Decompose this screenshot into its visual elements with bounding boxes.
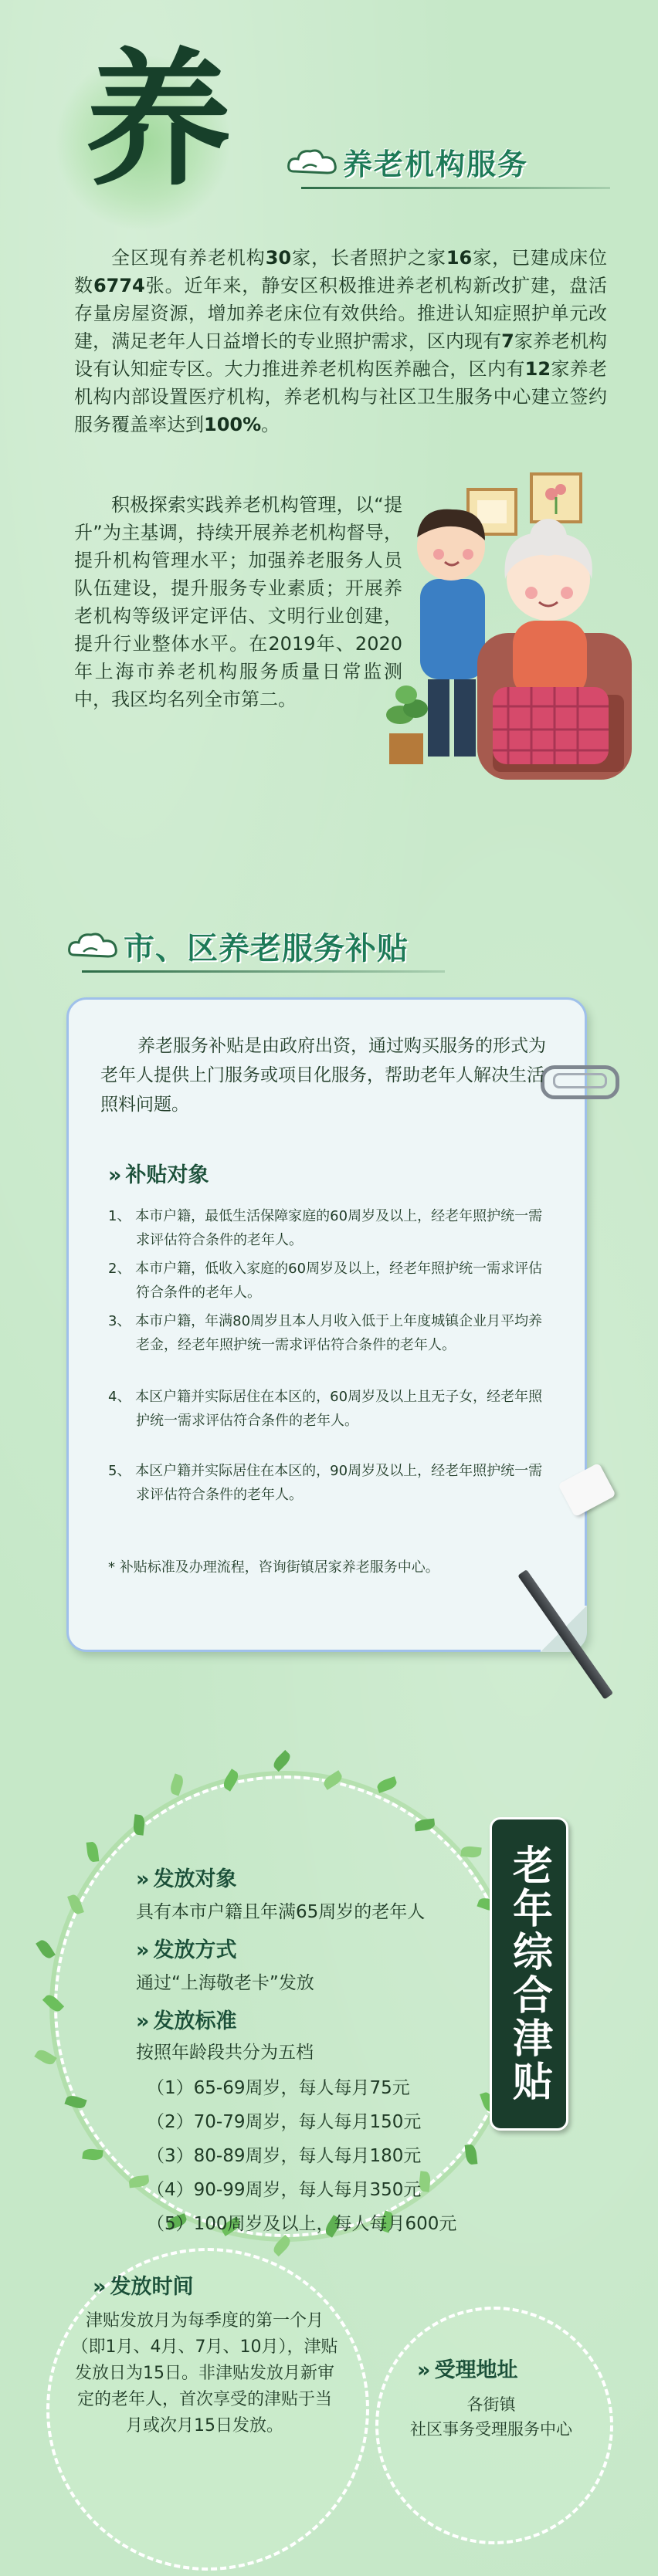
- distribution-standard-heading: [136, 2004, 236, 2034]
- subsidy-target-heading-text: 补贴对象: [125, 1163, 209, 1187]
- highlight-figure: 30: [265, 247, 292, 269]
- subsidy-intro: 养老服务补贴是由政府出资，通过购买服务的形式为老年人提供上门服务或项目化服务，帮助老年人解决生活照料问题。: [100, 1036, 546, 1115]
- title-underline: [301, 187, 610, 189]
- leaf-icon: [168, 1774, 185, 1796]
- double-chevron-icon: »: [108, 1163, 120, 1187]
- double-chevron-icon: »: [417, 2358, 429, 2382]
- subsidy-note: * 补贴标准及办理流程，咨询街镇居家养老服务中心。: [108, 1559, 439, 1576]
- subsidy-item-3: 3、 本市户籍，年满80周岁且本人月收入低于上年度城镇企业月平均养老金，经老年照护统一需求评估符合条件的老年人。: [108, 1313, 543, 1353]
- section1-title: 养老机构服务: [343, 147, 529, 181]
- paragraph-text: 张。近年来，静安区积极推进养老机构新改扩建，盘活存量房屋资源，增加养老床位有效供给。推进认知症照护单元改建，满足老年人日益增长的专业照护需求，区内现有: [74, 275, 608, 352]
- distribution-target-text: 具有本市户籍且年满65周岁的老年人: [136, 1902, 426, 1922]
- leaf-icon: [36, 1938, 56, 1960]
- leaf-icon: [271, 1750, 293, 1772]
- paragraph-text: 家，长者照护之家: [291, 247, 446, 269]
- leaf-icon: [376, 1776, 399, 1793]
- distribution-time-heading: [93, 2270, 193, 2300]
- paragraph-text: 全区现有养老机构: [111, 247, 266, 269]
- section1-paragraph-1: [74, 244, 607, 438]
- paragraph-text: 。: [261, 414, 280, 435]
- leaf-icon: [461, 1846, 482, 1859]
- section2-header: [66, 922, 499, 977]
- subsidy-item-1: 1、 本市户籍，最低生活保障家庭的60周岁及以上，经老年照护统一需求评估符合条件的老年人。: [108, 1208, 543, 1248]
- section1-paragraph-2: 积极探索实践养老机构管理，以“提升”为主基调，持续开展养老机构督导，提升机构管理水平；加强养老服务人员队伍建设，提升服务专业素质；开展养老机构等级评定评估、文明行业创建，提升行业整体水平。在2019年、2020年上海市养老机构服务质量日常监测中，我区均名列全市第二。: [74, 494, 402, 710]
- subsidy-item-5: 5、 本区户籍并实际居住在本区的，90周岁及以上，经老年照护统一需求评估符合条件的老年人。: [108, 1463, 543, 1503]
- highlight-figure: 6774: [93, 275, 145, 296]
- title-underline: [82, 970, 445, 973]
- leaf-icon: [82, 2148, 103, 2161]
- highlight-figure: 100%: [204, 414, 262, 435]
- distribution-time-heading-text: 发放时间: [110, 2275, 194, 2299]
- leaf-wreath-circle: [54, 1775, 516, 2237]
- distribution-method-heading-text: 发放方式: [153, 1938, 237, 1962]
- allowance-vertical-title: 老年综合津贴: [505, 1844, 552, 2104]
- paragraph-text: 家，已建成床位数: [74, 247, 608, 296]
- leaf-icon: [271, 2235, 293, 2256]
- address-heading-text: 受理地址: [434, 2358, 518, 2382]
- tier-5: （5）100周岁及以上，每人每月600元: [147, 2214, 457, 2234]
- distribution-standard-intro: 按照年龄段共分为五档: [136, 2043, 314, 2063]
- double-chevron-icon: »: [136, 1938, 148, 1962]
- highlight-figure: 7: [501, 330, 514, 352]
- subsidy-target-heading: [108, 1158, 209, 1188]
- subsidy-item-2: 2、 本市户籍，低收入家庭的60周岁及以上，经老年照护统一需求评估符合条件的老年人。: [108, 1261, 543, 1301]
- paragraph-text: 家养老机构内部设置医疗机构，养老机构与社区卫生服务中心建立签约服务覆盖率达到: [74, 358, 608, 435]
- double-chevron-icon: »: [136, 2009, 148, 2033]
- tier-3: （3）80-89周岁，每人每月180元: [147, 2146, 422, 2166]
- double-chevron-icon: »: [93, 2275, 104, 2299]
- subsidy-item-4: 4、 本区户籍并实际居住在本区的，60周岁及以上且无子女，经老年照护统一需求评估符合条件的老年人。: [108, 1389, 543, 1429]
- big-character: 养: [85, 33, 232, 205]
- highlight-figure: 12: [524, 358, 551, 380]
- highlight-figure: 16: [446, 247, 473, 269]
- tier-2: （2）70-79周岁，每人每月150元: [147, 2112, 422, 2132]
- paper-clip-inner: [553, 1073, 607, 1088]
- section1-header: [286, 139, 610, 193]
- cloud-icon: [66, 929, 120, 963]
- double-chevron-icon: »: [136, 1867, 148, 1891]
- distribution-time-text: 津贴发放月为每季度的第一个月（即1月、4月、7月、10月），津贴发放日为15日。非津贴发放月新审定的老年人，首次享受的津贴于当月或次月15日发放。: [71, 2311, 338, 2436]
- address-heading: [417, 2353, 517, 2383]
- distribution-target-heading: [136, 1862, 236, 1892]
- allowance-title-banner: [490, 1817, 568, 2131]
- address-line-1: 各街镇: [466, 2395, 516, 2414]
- paragraph-text: 家养老机构设有认知症专区。大力推进养老机构医养融合，区内有: [74, 330, 608, 380]
- caregiver-illustration: [377, 463, 639, 787]
- distribution-method-heading: [136, 1933, 236, 1963]
- cloud-icon: [286, 145, 340, 179]
- section2-title: 市、区养老服务补贴: [124, 931, 409, 966]
- leaf-icon: [34, 2047, 56, 2067]
- leaf-icon: [465, 2144, 478, 2165]
- distribution-target-heading-text: 发放对象: [153, 1867, 237, 1891]
- distribution-standard-heading-text: 发放标准: [153, 2009, 237, 2033]
- decorative-character-badge: [54, 33, 232, 232]
- tier-4: （4）90-99周岁，每人每月350元: [147, 2180, 422, 2200]
- distribution-method-text: 通过“上海敬老卡”发放: [136, 1973, 314, 1993]
- leaf-icon: [86, 1842, 99, 1863]
- address-line-2: 社区事务受理服务中心: [410, 2420, 572, 2439]
- tier-1: （1）65-69周岁，每人每月75元: [147, 2078, 410, 2098]
